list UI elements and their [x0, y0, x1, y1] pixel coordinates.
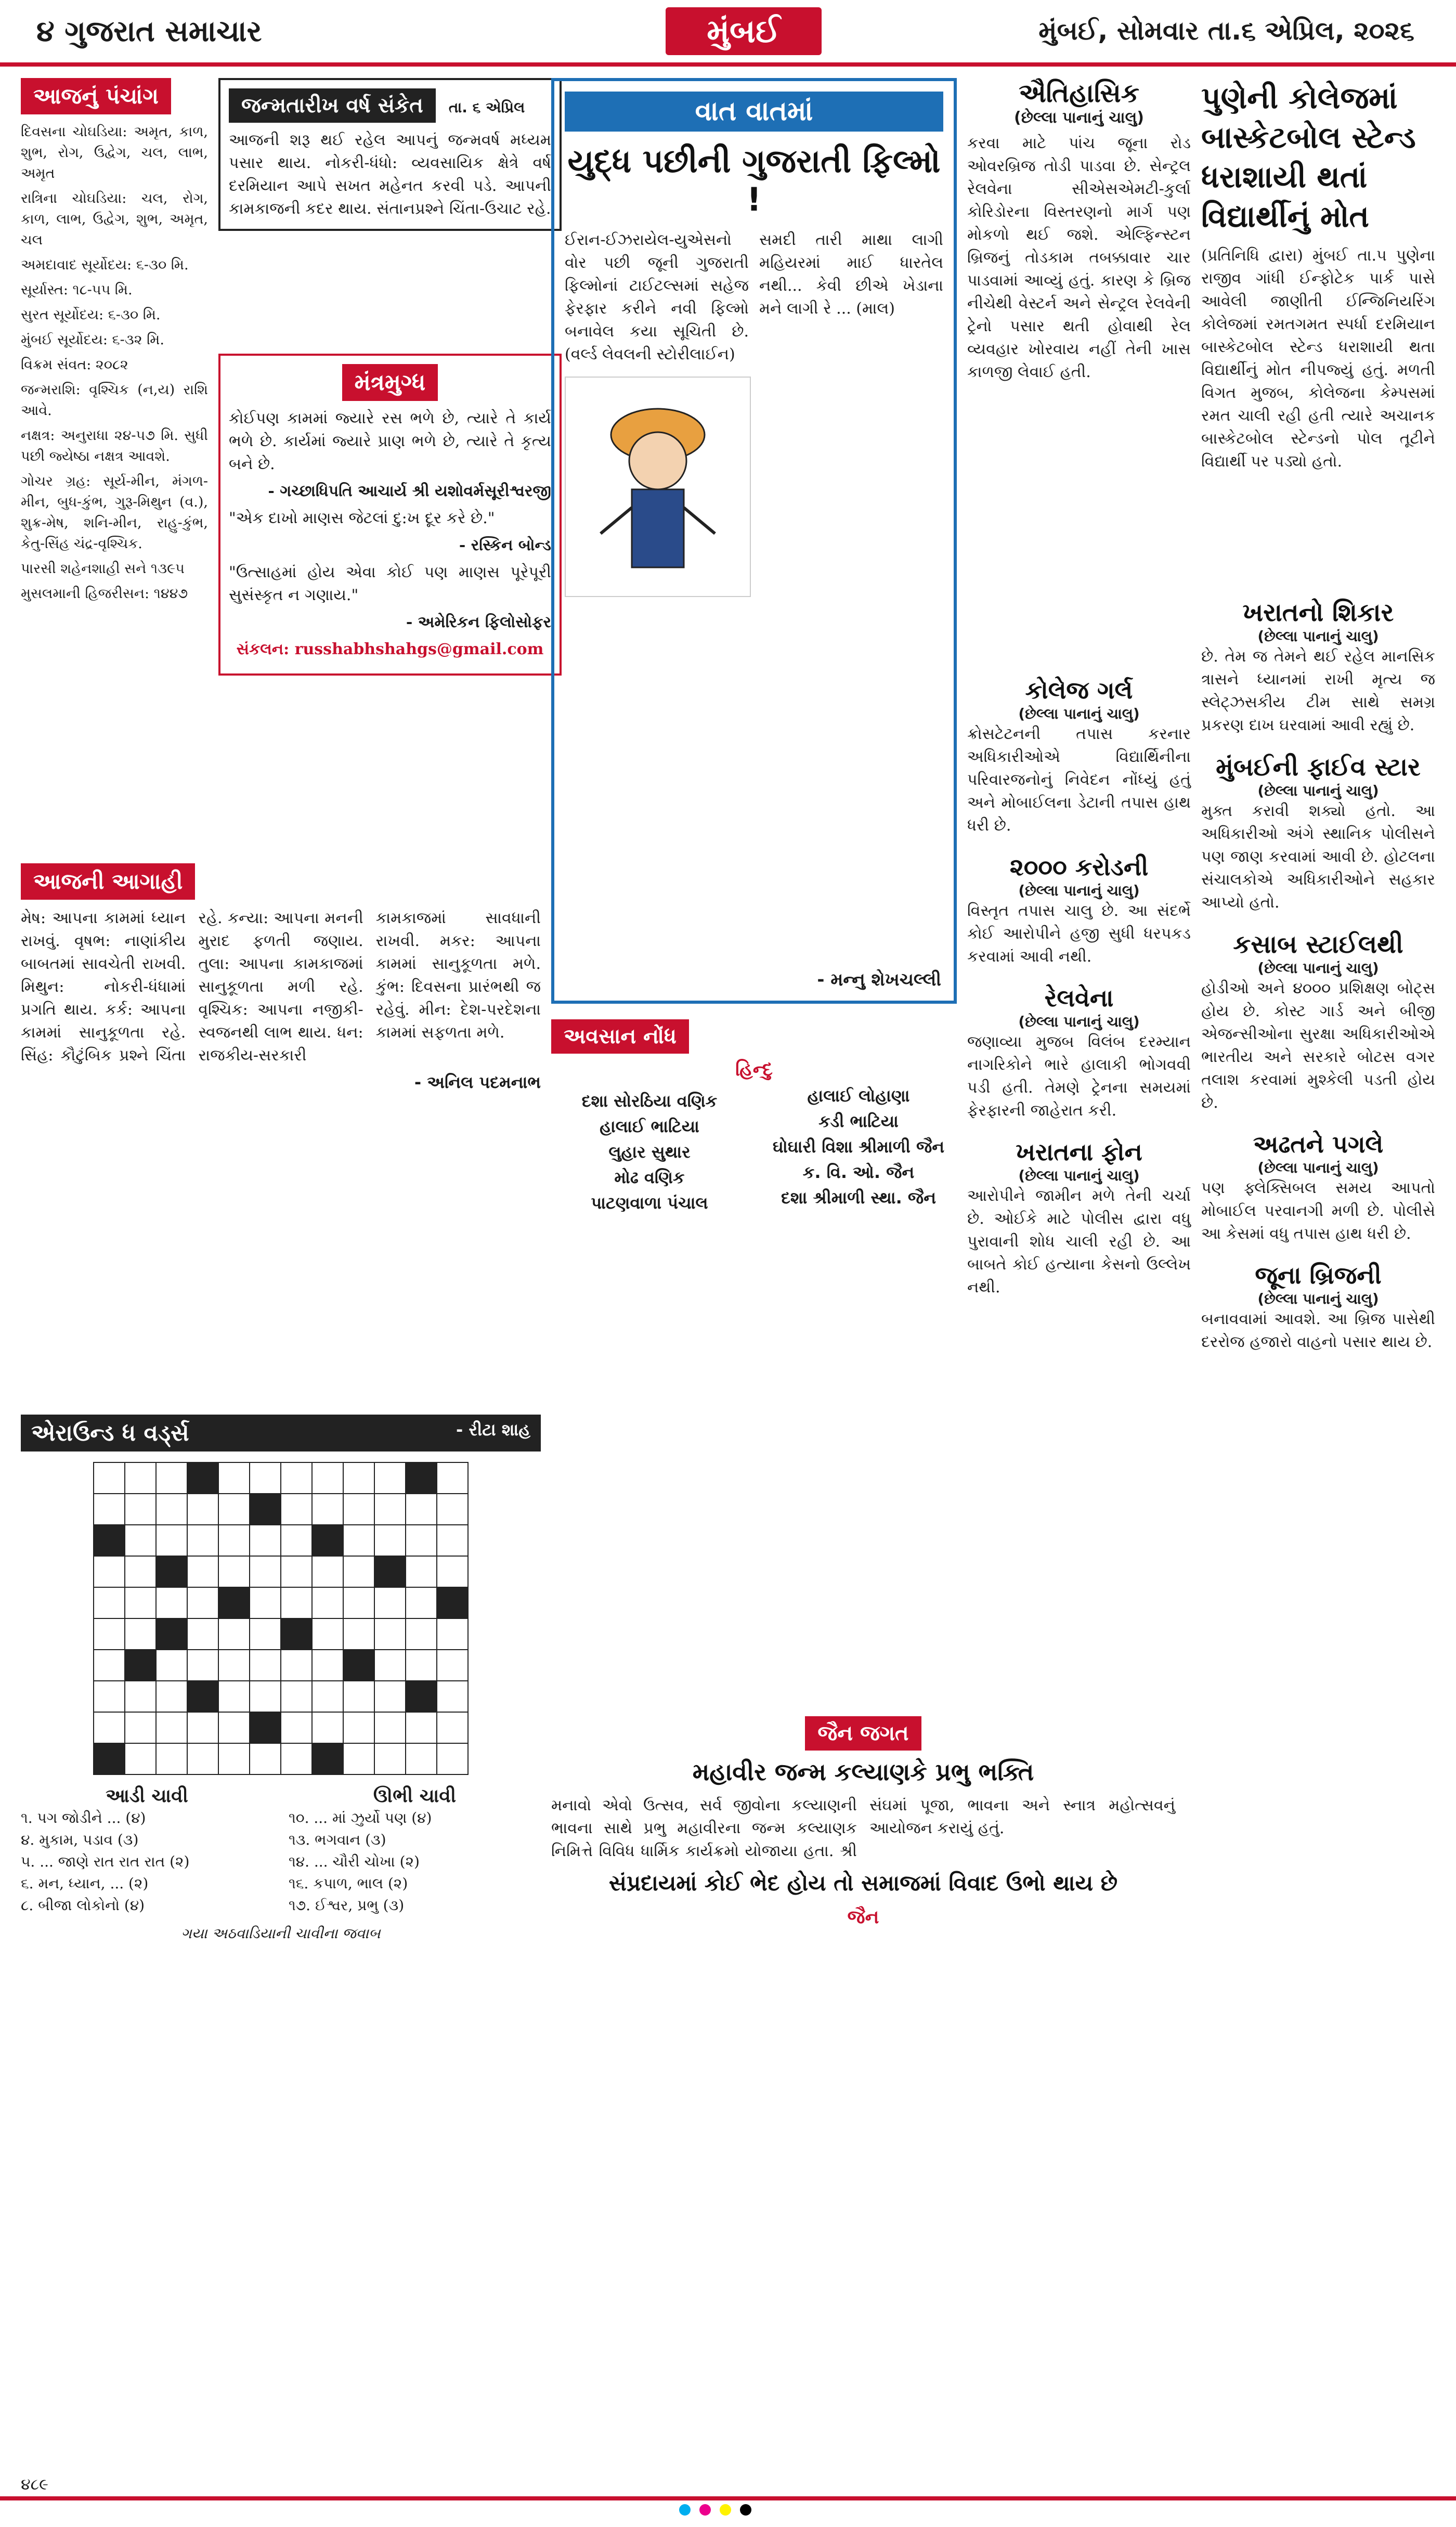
crossword-cell: [437, 1681, 468, 1712]
crossword-cell: [125, 1618, 156, 1650]
jain-headline2: સંપ્રદાયમાં કોઈ ભેદ હોય તો સમાજમાં વિવાદ ઉભો થાય છે: [608, 1870, 1118, 1896]
crossword-black-cell: [94, 1525, 125, 1556]
crossword-cell: [187, 1556, 218, 1587]
fivestar-sub: (છેલ્લા પાનાનું ચાલુ): [1257, 782, 1379, 799]
panchang-line: નક્ષત્ર: અનુરાધા ૨૪-૫૭ મિ. સુધી પછી જ્યેષ્ઠા નક્ષત્ર આવશે.: [21, 427, 208, 464]
mantra-line: કોઈપણ કામમાં જ્યારે રસ ભળે છે, ત્યારે તે કાર્ય ભળે છે. કાર્યમાં જ્યારે પ્રાણ ભળે છે, ત્યારે તે કૃત્ય બને છે.: [229, 409, 551, 473]
crossword-grid: [93, 1462, 469, 1775]
midright-stack: [967, 676, 1191, 1299]
crossword-cell: [312, 1462, 343, 1494]
crossword-black-cell: [94, 1743, 125, 1774]
panchang-title: આજનું પંચાંગ: [21, 78, 171, 114]
clue: ૮. બીજા લોકોનો (૪): [21, 1897, 145, 1914]
crossword-cell: [218, 1743, 250, 1774]
crossword-cell: [437, 1525, 468, 1556]
crossword-cell: [343, 1556, 374, 1587]
crossword-black-cell: [250, 1712, 281, 1743]
down-title: ઊભી ચાવી: [373, 1785, 457, 1807]
feature-verse: સમદી તારી માથા લાગી મહિયરમાં માઈ ધારતેલ નથી... કેવી છીએ ખેડાના મને લાગી રે ... (માલ): [759, 231, 943, 318]
crossword-cell: [374, 1462, 406, 1494]
crossword-cell: [187, 1494, 218, 1525]
crossword-cell: [125, 1462, 156, 1494]
answers-label: ગયા અઠવાડિયાની ચાવીના જવાબ: [181, 1925, 381, 1942]
crossword-cell: [94, 1587, 125, 1618]
avsan-entry-heading: દશા સોરઠિયા વણિક: [581, 1091, 718, 1111]
crossword-cell: [374, 1494, 406, 1525]
college-headline: પુણેની કોલેજમાં બાસ્કેટબોલ સ્ટેન્ડ ધરાશાયી થતાં વિદ્યાર્થીનું મોત: [1201, 80, 1416, 234]
crossword-cell: [156, 1525, 187, 1556]
crossword-cell: [437, 1743, 468, 1774]
aagahi-box: [21, 863, 541, 1093]
juna-title: જૂના બ્રિજની: [1255, 1261, 1382, 1289]
clue: ૬. મન, ધ્યાન, ... (૨): [21, 1875, 149, 1892]
feature-box: [551, 78, 957, 1004]
mantra-box: [218, 354, 562, 676]
crossword-black-cell: [125, 1650, 156, 1681]
aagahi-title: આજની આગાહી: [21, 863, 195, 900]
kharat1-body: છે. તેમ જ તેમને થઈ રહેલ માનસિક ત્રાસને ધ્યાનમાં રાખી મૃત્ય જ સ્લેટ્ઝસકીય ટીમ સાથે સમગ્ર પ્રકરણ દાખ ઘરવામાં આવી રહ્યું છે.: [1201, 647, 1435, 734]
crossword-black-cell: [187, 1462, 218, 1494]
crossword-cell: [281, 1650, 312, 1681]
crossword-author: - રીટા શાહ: [456, 1420, 530, 1440]
color-registration-dots: [676, 2504, 755, 2518]
juna-body: બનાવવામાં આવશે. આ બ્રિજ પાસેથી દરરોજ હજારો વાહનો પસાર થાય છે.: [1201, 1310, 1435, 1351]
crossword-cell: [437, 1462, 468, 1494]
crossword-header: [21, 1415, 541, 1452]
crore-article: [967, 853, 1191, 968]
crossword-cell: [125, 1743, 156, 1774]
crossword-black-cell: [281, 1618, 312, 1650]
panchang-line: ગોચર ગ્રહ: સૂર્ય-મીન, મંગળ-મીન, બુધ-કુંભ, ગુરૂ-મિથુન (વ.), શુક્ર-મેષ, શનિ-મીન, રાહુ-કુંભ, કેતુ-સિંહ ચંદ્ર-વૃશ્ચિક.: [21, 473, 208, 552]
janma-date: તા. ૬ એપ્રિલ: [448, 99, 525, 116]
crossword-cell: [312, 1556, 343, 1587]
clue: ૧. પગ જોડીને ... (૪): [21, 1809, 146, 1826]
jain-headline: મહાવીર જન્મ કલ્યાણકે પ્રભુ ભક્તિ: [692, 1758, 1034, 1786]
panchang-line: મુસલમાની હિજરીસન: ૧૪૪૭: [21, 586, 188, 602]
janma-box: [218, 78, 562, 231]
avsan-title: અવસાન નોંધ: [551, 1019, 689, 1054]
crossword-cell: [187, 1587, 218, 1618]
panchang-box: [21, 78, 208, 608]
crossword-cell: [156, 1712, 187, 1743]
jain-title: જૈન જગત: [805, 1716, 921, 1751]
crossword-black-cell: [312, 1525, 343, 1556]
crossword-cell: [218, 1556, 250, 1587]
feature-body: ઈરાન-ઈઝરાયેલ-યુએસનો વોર પછી જૂની ગુજરાતી ફિલ્મોનાં ટાઈટલ્સમાં સહેજ ફેરફાર કરીને નવી ફિલ્મો બનાવેલ કયા સૂચિતી છે. (વર્લ્ડ લેવલની સ્ટોરીલાઈન): [565, 231, 749, 364]
crossword-cell: [312, 1712, 343, 1743]
crossword-black-cell: [406, 1462, 437, 1494]
crossword-cell: [374, 1712, 406, 1743]
crossword-cell: [312, 1494, 343, 1525]
crossword-cell: [406, 1743, 437, 1774]
avsan-entry-heading: હાલાઈ લોહાણા: [807, 1086, 910, 1106]
girl-body: ક્રોસટેટનની તપાસ કરનાર અધિકારીઓએ વિદ્યાર્થિનીના પરિવારજનોનું નિવેદન નોંધ્યું હતું અને મોબાઈલના ડેટાની તપાસ હાથ ધરી છે.: [967, 725, 1191, 835]
crossword-cell: [406, 1618, 437, 1650]
clue: ૧૭. ઈશ્વર, પ્રભુ (૩): [289, 1897, 405, 1914]
clue: ૧૪. ... ચૌરી ચોખા (૨): [289, 1853, 420, 1870]
crossword-cell: [218, 1681, 250, 1712]
crossword-cell: [125, 1681, 156, 1712]
clue: ૫. ... જાણે રાત રાત રાત (૨): [21, 1853, 190, 1870]
aitihasik-article: [967, 78, 1191, 384]
kharat2-article: [967, 1138, 1191, 1299]
reg-dot: [740, 2504, 751, 2516]
college-body: (પ્રતિનિધિ દ્વારા) મુંબઈ તા.૫ પુણેના રાજીવ ગાંધી ઈન્ફોટેક પાર્ક પાસે આવેલી જાણીતી ઈન્જિનિયરિંગ કોલેજમાં રમતગમત સ્પર્ધા દરમિયાન બાસ્કેટબોલ સ્ટેન્ડ ધરાશાયી થતા વિદ્યાર્થીનું મોત નીપજ્યું હતું. મળતી વિગત મુજબ, કોલેજના કેમ્પસમાં રમત ચાલી રહી હતી ત્યારે અચાનક બાસ્કેટબોલ સ્ટેન્ડનો પોલ તૂટીને વિદ્યાર્થી પર પડ્યો હતો.: [1201, 247, 1435, 471]
crossword-cell: [437, 1618, 468, 1650]
janma-body: આજની શરૂ થઈ રહેલ આપનું જન્મવર્ષ મધ્યમ પસાર થાય. નોકરી-ધંધો: વ્યવસાયિક ક્ષેત્રે વર્ષ દરમિયાન આપે સખત મહેનત કરવી પડે. આપની કામકાજની કદર થાય. સંતાનપ્રશ્ને ચિંતા-ઉચાટ રહે.: [229, 131, 551, 218]
railway-sub: (છેલ્લા પાનાનું ચાલુ): [1018, 1013, 1140, 1030]
crossword-cell: [281, 1494, 312, 1525]
kasab-article: [1201, 930, 1435, 1115]
crossword-row: [94, 1462, 468, 1494]
crossword-cell: [156, 1681, 187, 1712]
right-stack: [1201, 598, 1435, 1354]
mantra-credit-email: સંકલન: russhabhshahgs@gmail.com: [236, 640, 544, 658]
crossword-cell: [187, 1743, 218, 1774]
crossword-cell: [156, 1587, 187, 1618]
kharat2-sub: (છેલ્લા પાનાનું ચાલુ): [1018, 1167, 1140, 1184]
crossword-cell: [94, 1618, 125, 1650]
juna-sub: (છેલ્લા પાનાનું ચાલુ): [1257, 1290, 1379, 1307]
clue: ૧૩. ભગવાન (૩): [289, 1831, 386, 1848]
girl-sub: (છેલ્લા પાનાનું ચાલુ): [1018, 705, 1140, 722]
crossword-row: [94, 1743, 468, 1774]
crossword-cell: [312, 1587, 343, 1618]
crossword-cell: [343, 1712, 374, 1743]
crossword-cell: [281, 1525, 312, 1556]
reg-dot: [720, 2504, 731, 2516]
mantra-body: [229, 407, 551, 661]
down-clues: [289, 1785, 541, 1916]
avsan-religion: હિન્દુ: [735, 1059, 773, 1080]
crossword-cell: [406, 1587, 437, 1618]
aitihasik-body: કરવા માટે પાંચ જૂના રોડ ઓવરબ્રિજ તોડી પાડવા છે. સેન્ટ્રલ રેલવેના સીએસએમટી-કુર્લા કોરિડોરના વિસ્તરણનો માર્ગ પણ મોકળો થઈ જશે. એલ્ફિન્સ્ટન બ્રિજનું તોડકામ તબક્કાવાર ચાર પાડવામાં આવ્યું હતું. કારણ કે બ્રિજ નીચેથી વેસ્ટર્ન અને સેન્ટ્રલ રેલવેની ટ્રેનો પસાર થતી હોવાથી રેલ વ્યવહાર ખોરવાય નહીં તેની ખાસ કાળજી લેવાઈ હતી.: [967, 134, 1191, 381]
crossword-cell: [343, 1743, 374, 1774]
crossword-row: [94, 1556, 468, 1587]
adhat-article: [1201, 1130, 1435, 1246]
crossword-cell: [374, 1650, 406, 1681]
crossword-cell: [312, 1681, 343, 1712]
crossword-black-cell: [343, 1650, 374, 1681]
crossword-cell: [125, 1556, 156, 1587]
avsan-entry-heading: મોઢ વણિક: [614, 1168, 685, 1187]
clue: ૪. મુકામ, પડાવ (૩): [21, 1831, 139, 1848]
crossword-title: એરાઉન્ડ ધ વર્ડ્સ: [31, 1420, 189, 1446]
footer-code: ૪૮૯: [21, 2476, 48, 2494]
avsan-entry-heading: પાટણવાળા પંચાલ: [591, 1193, 708, 1213]
crossword-row: [94, 1494, 468, 1525]
crossword-cell: [250, 1681, 281, 1712]
crossword-cell: [374, 1618, 406, 1650]
aitihasik-title: ઐતિહાસિક: [1018, 78, 1140, 108]
crossword-cell: [156, 1462, 187, 1494]
crossword-black-cell: [312, 1743, 343, 1774]
kasab-sub: (છેલ્લા પાનાનું ચાલુ): [1257, 960, 1379, 977]
panchang-line: સૂર્યાસ્ત: ૧૮-૫૫ મિ.: [21, 282, 133, 298]
crossword-cell: [94, 1650, 125, 1681]
crossword-cell: [250, 1618, 281, 1650]
crossword-cell: [437, 1650, 468, 1681]
adhat-title: અઢતને પગલે: [1253, 1130, 1384, 1158]
crossword-cell: [406, 1494, 437, 1525]
avsan-entry-heading: ઘોઘારી વિશા શ્રીમાળી જૈન: [772, 1137, 945, 1157]
crossword-cell: [281, 1712, 312, 1743]
kharat1-title: ખરાતનો શિકાર: [1242, 598, 1394, 627]
crossword-cell: [437, 1494, 468, 1525]
crossword-cell: [94, 1681, 125, 1712]
railway-body: જણાવ્યા મુજબ વિલંબ દરમ્યાન નાગરિકોને ભારે હાલાકી ભોગવવી પડી હતી. તેમણે ટ્રેનના સમયમાં ફેરફારની જાહેરાત કરી.: [967, 1033, 1191, 1120]
adhat-sub: (છેલ્લા પાનાનું ચાલુ): [1257, 1159, 1379, 1176]
crossword-black-cell: [218, 1587, 250, 1618]
crossword-cell: [187, 1650, 218, 1681]
panchang-line: અમદાવાદ સૂર્યોદય: ૬-૩૦ મિ.: [21, 257, 189, 273]
crossword-cell: [250, 1587, 281, 1618]
crossword-row: [94, 1525, 468, 1556]
crossword-cell: [156, 1494, 187, 1525]
fivestar-article: [1201, 753, 1435, 914]
crossword-cell: [218, 1494, 250, 1525]
section-label: મુંબઈ: [666, 7, 822, 55]
crossword-cell: [187, 1525, 218, 1556]
clue: ૧૬. કપાળ, ભાલ (૨): [289, 1875, 408, 1892]
crossword-cell: [156, 1743, 187, 1774]
crossword-cell: [156, 1650, 187, 1681]
jain-label: જૈન: [847, 1907, 879, 1928]
crore-sub: (છેલ્લા પાનાનું ચાલુ): [1018, 882, 1140, 899]
mantra-title: મંત્રમુગ્ધ: [342, 364, 438, 401]
crossword-cell: [281, 1743, 312, 1774]
avsan-entry-heading: ક. વિ. ઓ. જૈન: [802, 1162, 915, 1182]
reg-dot: [679, 2504, 691, 2516]
crossword-cell: [281, 1462, 312, 1494]
crossword-cell: [343, 1494, 374, 1525]
janma-title: જન્મતારીખ વર્ષ સંકેત: [229, 88, 436, 123]
kharat1-article: [1201, 598, 1435, 737]
adhat-body: પણ ફ્લેક્સિબલ સમય આપતો મોબાઈલ પરવાનગી મળી છે. પોલીસે આ કેસમાં વધુ તપાસ હાથ ધરી છે.: [1201, 1179, 1435, 1243]
panchang-line: જન્મરાશિ: વૃશ્ચિક (ન,ય) રાશિ આવે.: [21, 382, 208, 419]
kasab-body: હોડીઓ અને ૪૦૦૦ પ્રશિક્ષણ બોટ્સ હોય છે. કોસ્ટ ગાર્ડ અને બીજી એજન્સીઓના સુરક્ષા અધિકારીઓએ ભારતીય અને સરકારે બોટસ વગર તલાશ કરવામાં મુશ્કેલી પડતી હોય છે.: [1201, 979, 1435, 1112]
crossword-cell: [218, 1650, 250, 1681]
kasab-title: કસાબ સ્ટાઈલથી: [1233, 930, 1403, 959]
avsan-section: [551, 1019, 957, 1216]
avsan-entry-heading: દશા શ્રીમાળી સ્થા. જૈન: [781, 1188, 937, 1208]
mantra-line: - ગચ્છાધિપતિ આચાર્ય શ્રી યશોવર્મસૂરીશ્વરજી: [268, 482, 551, 500]
college-article: [1201, 78, 1435, 473]
clue: ૧૦. ... માં ઝુર્યો પણ (૪): [289, 1809, 432, 1826]
crossword-cell: [94, 1462, 125, 1494]
crossword-cell: [343, 1618, 374, 1650]
feature-headline: યુદ્ધ પછીની ગુજરાતી ફિલ્મો !: [567, 142, 941, 218]
crossword-cell: [343, 1462, 374, 1494]
mantra-line: "એક દાખો માણસ જેટલાં દુ:ખ દૂર કરે છે.": [229, 509, 495, 527]
crossword-cell: [374, 1587, 406, 1618]
crossword-cell: [94, 1556, 125, 1587]
kharat1-sub: (છેલ્લા પાનાનું ચાલુ): [1257, 628, 1379, 645]
crossword-row: [94, 1650, 468, 1681]
crossword-cell: [374, 1681, 406, 1712]
panchang-line: પારસી શહેનશાહી સને ૧૩૯૫: [21, 561, 185, 577]
feature-col-left: [565, 229, 749, 597]
crossword-cell: [218, 1712, 250, 1743]
fivestar-title: મુંબઈની ફાઈવ સ્ટાર: [1216, 753, 1421, 782]
crore-body: વિસ્તૃત તપાસ ચાલુ છે. આ સંદર્ભે કોઈ આરોપીને હજી સુધી ધરપકડ કરવામાં આવી નથી.: [967, 902, 1191, 966]
crossword-cell: [94, 1712, 125, 1743]
crossword-cell: [406, 1556, 437, 1587]
crossword-cell: [437, 1712, 468, 1743]
girl-title: કોલેજ ગર્લ: [1025, 676, 1133, 704]
mantra-line: - અમેરિકન ફિલોસોફર: [406, 613, 551, 631]
kharat2-body: આરોપીને જામીન મળે તેની ચર્ચા છે. ઓઈકે માટે પોલીસ દ્વારા વધુ પુરાવાની શોધ ચાલી રહી છે. આ બાબતે કોઈ હત્યાના કેસનો ઉલ્લેખ નથી.: [967, 1187, 1191, 1297]
crore-title: ૨૦૦૦ કરોડની: [1009, 853, 1149, 881]
jain-section: [551, 1716, 1175, 1928]
page-date: મુંબઈ, સોમવાર તા.૬ એપ્રિલ, ૨૦૨૬: [1038, 16, 1414, 46]
panchang-line: મુંબઈ સૂર્યોદય: ૬-૩૨ મિ.: [21, 332, 164, 348]
crossword-cell: [281, 1587, 312, 1618]
crossword-black-cell: [187, 1681, 218, 1712]
mantra-line: "ઉત્સાહમાં હોય એવા કોઈ પણ માણસ પૂરેપૂરી સુસંસ્કૃત ન ગણાય.": [229, 563, 551, 604]
crossword-cell: [94, 1494, 125, 1525]
crossword-black-cell: [156, 1556, 187, 1587]
crossword-cell: [125, 1712, 156, 1743]
crossword-cell: [312, 1650, 343, 1681]
crossword-row: [94, 1712, 468, 1743]
jain-body: મનાવો એવો ઉત્સવ, સર્વ જીવોના કલ્યાણની ભાવના સાથે પ્રભુ મહાવીરના જન્મ કલ્યાણક નિમિત્તે વિવિધ ધાર્મિક કાર્યક્રમો યોજાયા હતા. શ્રી સંઘમાં પૂજા, ભાવના અને સ્નાત્ર મહોત્સવનું આયોજન કરાયું હતું.: [551, 1796, 1175, 1860]
page-label: ૪ ગુજરાત સમાચાર: [36, 15, 262, 48]
crossword-cell: [218, 1462, 250, 1494]
avsan-entry-heading: લુહાર સુથાર: [608, 1142, 691, 1162]
crossword-black-cell: [437, 1587, 468, 1618]
crossword-cell: [250, 1462, 281, 1494]
reg-dot: [699, 2504, 711, 2516]
crossword-cell: [343, 1681, 374, 1712]
crossword-black-cell: [406, 1681, 437, 1712]
crossword-cell: [250, 1525, 281, 1556]
feature-credit: - મન્નુ શેખચલ્લી: [817, 969, 941, 990]
panchang-line: રાત્રિના ચોઘડિયા: ચલ, રોગ, કાળ, લાભ, ઉદ્વેગ, શુભ, અમૃત, ચલ: [21, 190, 208, 248]
mantra-line: - રસ્કિન બોન્ડ: [459, 536, 551, 554]
panchang-line: દિવસના ચોઘડિયા: અમૃત, કાળ, શુભ, રોગ, ઉદ્વેગ, ચલ, લાભ, અમૃત: [21, 124, 208, 182]
crossword-cell: [437, 1556, 468, 1587]
crossword-cell: [187, 1618, 218, 1650]
cartoon-icon: [565, 377, 751, 597]
fivestar-body: મુક્ત કરાવી શક્યો હતો. આ અધિકારીઓ અંગે સ્થાનિક પોલીસને પણ જાણ કરવામાં આવી છે. હોટલના સંચાલકોએ અધિકારીઓને સહકાર આપ્યો હતો.: [1201, 802, 1435, 912]
across-clues: [21, 1785, 273, 1916]
crossword-cell: [406, 1650, 437, 1681]
panchang-line: વિક્રમ સંવત: ૨૦૮૨: [21, 357, 128, 373]
footer-bar: [0, 2496, 1456, 2500]
crossword-cell: [125, 1494, 156, 1525]
aitihasik-sub: (છેલ્લા પાનાનું ચાલુ): [1013, 109, 1145, 127]
crossword-cell: [250, 1650, 281, 1681]
crossword-black-cell: [250, 1494, 281, 1525]
aagahi-body: મેષ: આપના કામમાં ધ્યાન રાખવું. વૃષભ: નાણાંકીય બાબતમાં સાવચેતી રાખવી. મિથુન: નોકરી-ધંધામાં પ્રગતિ થાય. કર્ક: આપના કામમાં સાનુકૂળતા રહે. સિંહ: કૌટુંબિક પ્રશ્ને ચિંતા રહે. કન્યા: આપના મનની મુરાદ ફળતી જણાય. તુલા: આપના કામકાજમાં સાનુકૂળતા મળી રહે. વૃશ્ચિક: આપના નજીકી-સ્વજનથી લાભ થાય. ધન: રાજકીય-સરકારી કામકાજમાં સાવધાની રાખવી. મકર: આપના કામમાં સાનુકૂળતા મળે. કુંભ: દિવસના પ્રારંભથી જ રહેવું. મીન: દેશ-પરદેશના કામમાં સફળતા મળે.: [21, 909, 541, 1065]
crossword-cell: [374, 1525, 406, 1556]
juna-article: [1201, 1261, 1435, 1354]
girl-article: [967, 676, 1191, 837]
crossword-cell: [218, 1525, 250, 1556]
crossword-cell: [406, 1712, 437, 1743]
crossword-cell: [343, 1587, 374, 1618]
crossword-cell: [125, 1525, 156, 1556]
railway-title: રેલવેના: [1044, 984, 1114, 1012]
crossword-cell: [312, 1618, 343, 1650]
across-title: આડી ચાવી: [106, 1785, 188, 1807]
kharat2-title: ખરાતના ફોન: [1016, 1138, 1142, 1166]
crossword-cell: [281, 1681, 312, 1712]
crossword-cell: [281, 1556, 312, 1587]
feature-section: વાત વાતમાં: [565, 92, 943, 132]
page-header: [0, 0, 1456, 67]
crossword-cell: [374, 1743, 406, 1774]
crossword-cell: [250, 1743, 281, 1774]
avsan-list: [551, 1086, 957, 1216]
crossword-clues: [21, 1785, 541, 1916]
crossword-cell: [250, 1556, 281, 1587]
crossword-row: [94, 1587, 468, 1618]
feature-col-right: [759, 229, 943, 597]
crossword-row: [94, 1681, 468, 1712]
panchang-body: [21, 122, 208, 604]
railway-article: [967, 984, 1191, 1122]
crossword-cell: [406, 1525, 437, 1556]
crossword-row: [94, 1618, 468, 1650]
crossword-cell: [187, 1712, 218, 1743]
crossword-cell: [343, 1525, 374, 1556]
crossword-black-cell: [156, 1618, 187, 1650]
crossword-box: [21, 1415, 541, 1942]
aagahi-credit: - અનિલ પદમનાભ: [414, 1072, 541, 1092]
crossword-cell: [125, 1587, 156, 1618]
crossword-cell: [218, 1618, 250, 1650]
avsan-entry-heading: હાલાઈ ભાટિયા: [600, 1117, 699, 1136]
crossword-black-cell: [374, 1556, 406, 1587]
panchang-line: સુરત સૂર્યોદય: ૬-૩૦ મિ.: [21, 307, 161, 323]
avsan-entry-heading: કડી ભાટિયા: [818, 1111, 899, 1131]
